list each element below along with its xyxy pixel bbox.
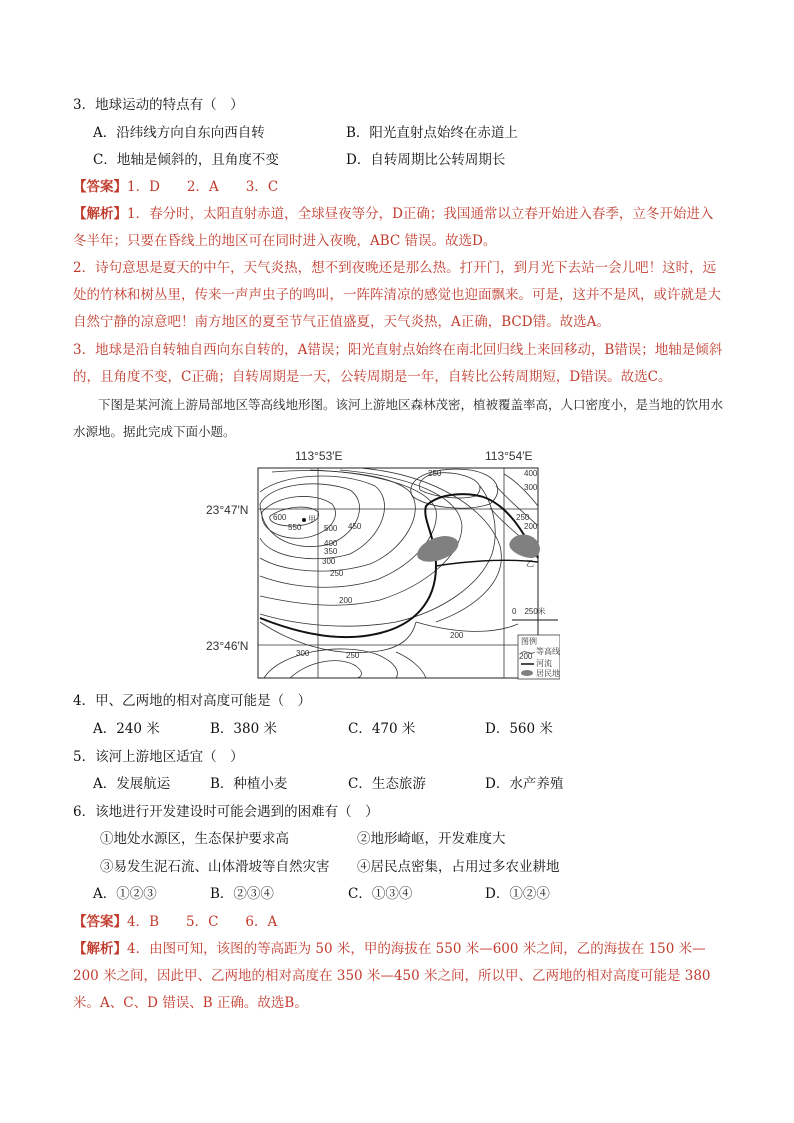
answer-block-2 <box>73 913 277 931</box>
q4-option-a: A．240 米 <box>93 721 160 737</box>
contour-map <box>200 446 560 686</box>
q6-option-c: C．①③④ <box>348 886 413 902</box>
answer-tag: 【答案】 <box>73 914 127 930</box>
point-jia-marker <box>302 518 306 522</box>
settlement-area <box>509 535 540 558</box>
question-5-stem: 5．该河上游地区适宜（ ） <box>73 749 244 765</box>
contour-label: 350 <box>324 547 338 556</box>
question-6-stem: 6．该地进行开发建设时可能会遇到的困难有（ ） <box>73 804 379 820</box>
question-4-stem: 4．甲、乙两地的相对高度可能是（ ） <box>73 693 312 709</box>
contour-label: 250 <box>428 469 442 478</box>
analysis-3: 3．地球是沿自转轴自西向东自转的，A错误；阳光直射点始终在南北回归线上来回移动，B错误；地轴是倾斜的，且角度不变，C正确；自转周期是一天，公转周期是一年，自转比公转周期短，D错误。故选C。 <box>73 342 723 385</box>
legend-contour-label: 等高线 <box>536 647 560 656</box>
contour-label: 250 <box>516 513 530 522</box>
analysis-tag: 【解析】 <box>73 941 127 957</box>
point-jia-label: 甲 <box>308 515 316 524</box>
analysis-1-text: 1．春分时，太阳直射赤道，全球昼夜等分，D正确；我国通常以立春开始进入春季，立冬开始进入冬半年；只要在昏线上的地区可在同时进入夜晚，ABC 错误。故选D。 <box>73 206 714 249</box>
contour-label: 200 <box>339 596 353 605</box>
contour-label: 300 <box>322 557 336 566</box>
contour-label: 300 <box>296 649 310 658</box>
river-line <box>260 494 538 637</box>
q6-option-d: D．①②④ <box>485 886 550 902</box>
q4-option-b: B．380 米 <box>210 721 277 737</box>
contour-label: 250 <box>330 569 344 578</box>
q5-option-c: C．生态旅游 <box>348 776 426 792</box>
q3-option-d: D．自转周期比公转周期长 <box>346 152 506 168</box>
legend-river-label: 河流 <box>536 659 552 668</box>
contour-label: 400 <box>524 469 538 478</box>
q6-statement-3: ③易发生泥石流、山体滑坡等自然灾害 <box>100 859 330 875</box>
contour-lines <box>260 468 538 678</box>
q5-option-a: A．发展航运 <box>93 776 171 792</box>
question-3-stem: 3．地球运动的特点有（ ） <box>73 97 244 113</box>
contour-label: 450 <box>348 522 362 531</box>
scale-label: 0 250米 <box>512 607 546 616</box>
q6-statement-1: ①地处水源区，生态保护要求高 <box>100 831 289 847</box>
q6-statement-4: ④居民点密集，占用过多农业耕地 <box>357 859 560 875</box>
q5-option-b: B．种植小麦 <box>210 776 288 792</box>
legend-settlement-icon <box>521 670 533 676</box>
q6-option-a: A．①②③ <box>93 886 157 902</box>
map-frame <box>258 468 538 678</box>
q4-option-c: C．470 米 <box>348 721 416 737</box>
point-yi-label: 乙 <box>526 559 534 568</box>
legend-settlement-label: 居民地 <box>536 669 560 678</box>
legend-title: 图例 <box>521 637 537 646</box>
lat-top-label: 23°47′N <box>206 503 249 517</box>
answer-tag: 【答案】 <box>73 179 127 195</box>
lat-bottom-label: 23°46′N <box>206 639 249 653</box>
legend-contour-value: 200 <box>519 652 533 661</box>
contour-label: 400 <box>324 539 338 548</box>
q6-option-b: B．②③④ <box>210 886 274 902</box>
lon-left-label: 113°53′E <box>295 449 343 463</box>
lon-right-label: 113°54′E <box>485 449 533 463</box>
answer-text: 1．D 2．A 3．C <box>127 179 279 195</box>
answer-block-1 <box>73 178 278 196</box>
q3-option-a: A．沿纬线方向自东向西自转 <box>93 125 265 141</box>
contour-label: 550 <box>288 523 302 532</box>
contour-label: 200 <box>450 631 464 640</box>
settlement-area <box>417 536 458 562</box>
answer-text: 4．B 5．C 6．A <box>127 914 278 930</box>
contour-label: 500 <box>324 524 338 533</box>
analysis-tag: 【解析】 <box>73 206 127 222</box>
map-legend <box>518 635 560 679</box>
analysis-4-text: 4．由图可知，该图的等高距为 50 米，甲的海拔在 550 米—600 米之间，乙的海拔在 150 米—200 米之间，因此甲、乙两地的相对高度在 350 米—450 米之间，所以甲、乙两地的相对高度可能是 380 米。A、C、D 错误、B 正确。故选B。 <box>73 941 711 1011</box>
q3-option-b: B．阳光直射点始终在赤道上 <box>346 125 518 141</box>
contour-label: 600 <box>273 513 287 522</box>
contour-label: 300 <box>524 483 538 492</box>
q5-option-d: D．水产养殖 <box>485 776 564 792</box>
contour-label: 250 <box>346 651 360 660</box>
map-intro: 下图是某河流上游局部地区等高线地形图。该河上游地区森林茂密，植被覆盖率高，人口密度小，是当地的饮用水水源地。据此完成下面小题。 <box>73 397 724 439</box>
q4-option-d: D．560 米 <box>485 721 553 737</box>
q3-option-c: C．地轴是倾斜的，且角度不变 <box>93 152 279 168</box>
analysis-1 <box>73 201 723 255</box>
analysis-2: 2．诗句意思是夏天的中午，天气炎热，想不到夜晚还是那么热。打开门，到月光下去站一会儿吧！这时，远处的竹林和树丛里，传来一声声虫子的鸣叫，一阵阵清凉的感觉也迎面飘来。可是，这并不是风，或许就是大自然宁静的凉意吧！南方地区的夏至节气正值盛夏，天气炎热，A正确，BCD错。故选A。 <box>73 260 721 330</box>
analysis-4 <box>73 936 723 1017</box>
q6-statement-2: ②地形崎岖，开发难度大 <box>357 831 506 847</box>
contour-label: 200 <box>524 522 538 531</box>
